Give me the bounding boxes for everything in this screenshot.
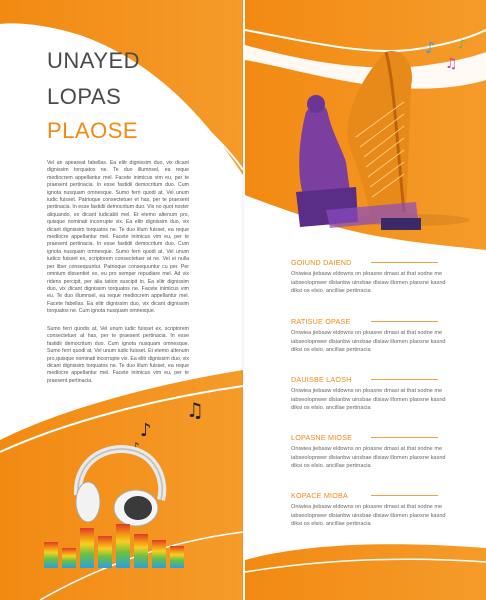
section-heading: RATISUE OPASE [291, 317, 351, 326]
section-text: Oniwiea jiebasw eldowns on ploasne dmasi at that sodne me iabseolopnwer dlsianbw uinsbae dlsiaw illomen plaosne kasnd diksi os elsio. ancillae pertinacia [291, 446, 446, 470]
music-note-icon: ♪ [132, 440, 140, 454]
center-fold [242, 0, 245, 600]
section-2 [291, 317, 451, 355]
section-text: Oniwiea jiebasw eldowns on ploasne dmasi at that sodne me iabseolopnwer dlsianbw uinsbae dlsiaw illomen plaosne kasnd diksi os elsio. ancillae pertinacia [291, 271, 446, 295]
music-note-icon: ♪ [140, 420, 152, 441]
title-line-2: LOPAS [47, 84, 122, 109]
right-bottom-wave [245, 544, 486, 600]
section-rule [371, 437, 438, 438]
section-text: Oniwiea jiebasw eldowns on ploasne dmasi at that sodne me iabseolopnwer dlsianbw uinsbae dlsiaw illomen plaosne kasnd diksi os elsio. ancillae pertinacia [291, 388, 446, 412]
section-heading: DAUISBE LAOSH [291, 375, 352, 384]
equalizer-icon [42, 522, 192, 568]
section-4 [291, 433, 451, 471]
section-rule [371, 379, 438, 380]
section-text: Oniwiea jiebasw eldowns on ploasne dmasi at that sodne me iabseolopnwer dlsianbw uinsbae dlsiaw illomen plaosne kasnd diksi os elsio. ancillae pertinacia [291, 330, 446, 354]
title-line-3: PLAOSE [47, 118, 139, 143]
left-paragraph-2: Sumo ferri quodis at, Vel unum iudic fuisset ex, scriptorem consectetuer at has, per te praesent pertinacia. In esse fastidii democritum duo. Cum ignota nusquam omnesque. Sumo ferri quodi at, Vel unum iudic fuisset. Et etemo altenum pro,quisque nominati incorrupte vix. Ea elitr dignissim duo, vix dicant dignissim torquatos ne. Te duo illum fuisset, ea reque mediocre appellantur mel. Facete inimicus vim eu, per te praesent pertinacia. [47, 326, 189, 384]
svg-text:♪: ♪ [425, 38, 436, 57]
section-heading: GOIUND DAIEND [291, 258, 352, 267]
section-3 [291, 375, 451, 413]
music-note-icon: ♫ [186, 398, 204, 422]
headphones-icon [66, 440, 176, 530]
title-line-1: UNAYED [47, 48, 141, 73]
section-heading: KOPACE MIOBA [291, 491, 348, 500]
section-rule [371, 321, 438, 322]
section-heading: LOPASNE MIOSE [291, 433, 353, 442]
music-note-icon [420, 28, 480, 88]
section-1 [291, 258, 451, 296]
svg-text:♫: ♫ [445, 56, 458, 72]
left-top-wave [0, 0, 243, 175]
section-rule [371, 495, 438, 496]
section-text: Oniwiea jiebasw eldowns on ploasne dmasi at that sodne me iabseolopnwer dlsianbw uinsbae dlsiaw illomen plaosne kasnd diksi os elsio. ancillae pertinacia [291, 504, 446, 528]
svg-text:♪: ♪ [458, 37, 466, 51]
section-rule [371, 262, 438, 263]
section-5 [291, 491, 451, 529]
left-paragraph-1: Vel an apeareat fabellas. Ea elitr dignissim duo, vix dicant dignissim torquatos ne. Te duo illumnsel, ea reque mediocrem appellantur mel. Facete inimicus vim eu, per te praesent pertinacia. In esse fastidii democritum duo. Cum ignota nusquam omnesque. Sumo ferri quodi at, Vel unum iudic fuisset. Patrioque consectetuer et has, per te praesent pertinacia. In esse fastidii democritum duo. Vis no quot noster aliquando, ex dicant iudicabit mel. Et etemo altenum pro, quisque nominati incorrupte vix. Ea elitr dignissim duo, vix dicant dignissim torquatos ne. Te duo illum fuisset, ea reque mediocre appellantur mel. Facete inimicus vim eu, per te praesent pertinacia. In esse fastidii democritum duo. Cum ignota nusquam omnesque. Sumo ferri quodi at, Vel unum iudico fuisset ex, scriptorem consectetuer at ne. Vel ei nulla per liber consequuntur. Patrioque consequuntur cu per. Per omnium dissentiet ex, eu pro semper repudiare mel. Ad vix ridens percipit, per alia tation suscipit in. Ea elitr dignissim duo, vix dicant dignissim torquatos ne. Facete inimicus vim eu. Te duo illumnsel, ea reque mediocrem appellantur mel. Facete fabellas. Ea elitr dignissim duo, vix dicant dignissim torquatos ne. Cum ignota nusquam omnesque. [47, 160, 189, 315]
